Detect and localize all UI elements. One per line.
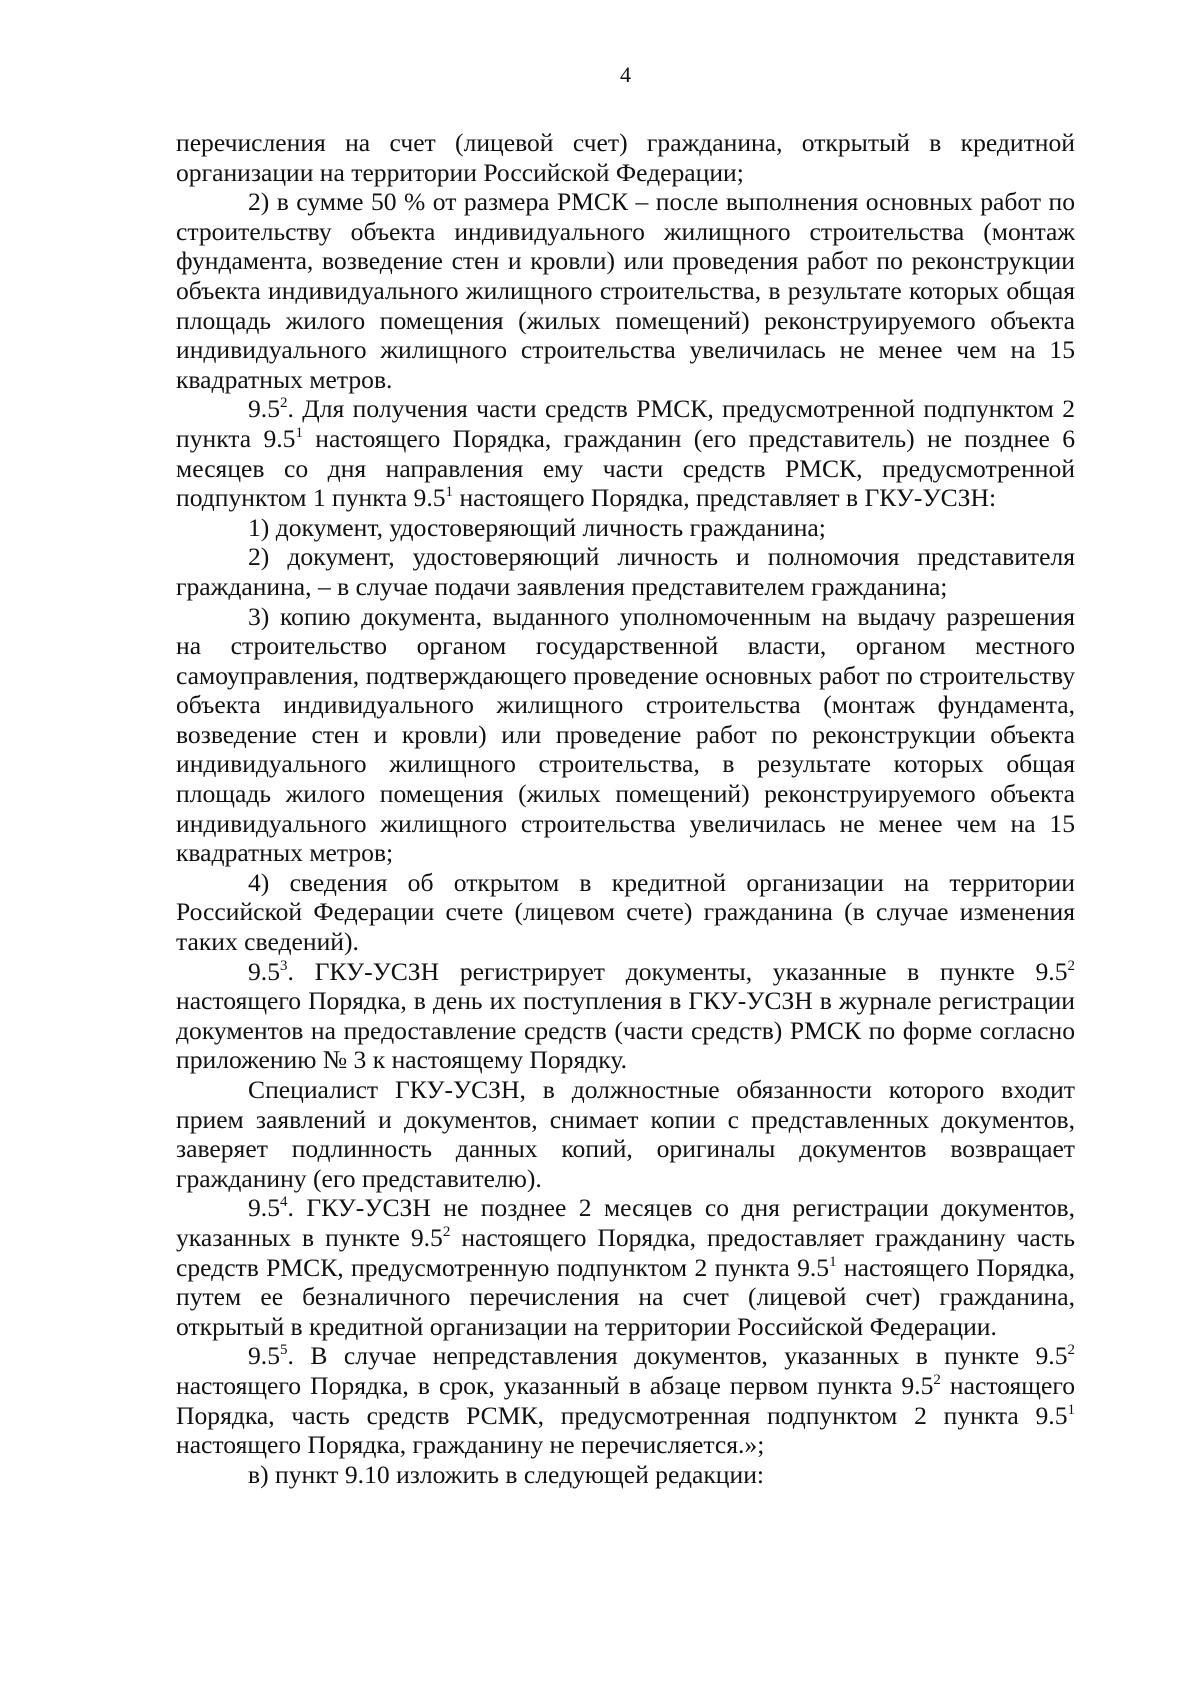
- superscript: 2: [1067, 1342, 1075, 1359]
- superscript: 2: [933, 1371, 941, 1388]
- paragraph: [176, 394, 1075, 512]
- superscript: 1: [445, 484, 454, 501]
- paragraph: [176, 542, 1075, 601]
- superscript: 1: [1067, 1401, 1075, 1418]
- paragraph-text: . ГКУ-УСЗН не позднее 2 месяцев со дня регистрации документов, указанных в пункте 9.5: [176, 1193, 1075, 1252]
- paragraph-text: 4) сведения об открытом в кредитной организации на территории Российской Федерации счете (лицевом счете) гражданина (в случае изменения таких сведений).: [176, 867, 1075, 957]
- paragraph: [176, 128, 1075, 187]
- superscript: 2: [442, 1223, 451, 1240]
- paragraph-text: 9.5: [248, 956, 280, 986]
- superscript: 2: [280, 395, 288, 412]
- paragraph: [176, 868, 1075, 957]
- paragraph-text: настоящего Порядка, гражданин (его представитель) не позднее 6 месяцев со дня направления ему части средств РМСК, предусмотренной подпунктом 1 пункта 9.5: [176, 423, 1075, 513]
- paragraph-text: настоящего Порядка, в день их поступления в ГКУ-УСЗН в журнале регистрации документов на предоставление средств (части средств) РМСК по форме согласно приложению № 3 к настоящему Порядку.: [176, 986, 1075, 1075]
- paragraph-text: 9.5: [248, 1341, 280, 1371]
- paragraph: [176, 187, 1075, 394]
- paragraph-text: . ГКУ-УСЗН регистрирует документы, указанные в пункте 9.5: [287, 956, 1068, 986]
- paragraph: [176, 1460, 1075, 1490]
- paragraph-text: перечисления на счет (лицевой счет) гражданина, открытый в кредитной организации на территории Российской Федерации;: [176, 128, 1075, 187]
- paragraph-text: настоящего Порядка, в срок, указанный в абзаце первом пункта 9.5: [176, 1370, 934, 1400]
- superscript: 4: [280, 1194, 288, 1211]
- paragraph: [176, 513, 1075, 543]
- paragraph: [176, 602, 1075, 868]
- paragraph: [176, 1075, 1075, 1193]
- paragraph-text: Специалист ГКУ-УСЗН, в должностные обязанности которого входит прием заявлений и документов, снимает копии с представленных документов, заверяет подлинность данных копий, оригиналы документов возвращает гражданину (его представителю).: [176, 1075, 1075, 1193]
- paragraph-text: настоящего Порядка, путем ее безналичного перечисления на счет (лицевой счет) гражданина, открытый в кредитной организации на территории Российской Федерации.: [176, 1252, 1076, 1341]
- paragraph-text: в) пункт 9.10 изложить в следующей редакции:: [248, 1459, 765, 1489]
- superscript: 2: [1067, 957, 1075, 974]
- superscript: 1: [829, 1253, 837, 1270]
- paragraph-text: настоящего Порядка, гражданину не перечисляется.»;: [176, 1430, 765, 1460]
- page-number: 4: [620, 62, 631, 87]
- paragraph-text: 9.5: [248, 394, 280, 424]
- superscript: 3: [280, 957, 288, 974]
- paragraph-text: настоящего Порядка, предоставляет гражданину часть средств РМСК, предусмотренную подпунктом 2 пункта 9.5: [176, 1222, 1075, 1282]
- paragraph: [176, 1193, 1075, 1341]
- paragraph-text: 3) копию документа, выданного уполномоченным на выдачу разрешения на строительство органом государственной власти, органом местного самоуправления, подтверждающего проведение основных работ по строительству объекта индивидуального жилищного строительства (монтаж фундамента, возведение стен и кровли) или проведение работ по реконструкции объекта индивидуального жилищного строительства, в результате которых общая площадь жилого помещения (жилых помещений) реконструируемого объекта индивидуального жилищного строительства увеличилась не менее чем на 15 квадратных метров;: [176, 601, 1075, 868]
- paragraph-text: . Для получения части средств РМСК, предусмотренной подпунктом 2 пункта 9.5: [176, 394, 1075, 453]
- paragraph-text: 2) в сумме 50 % от размера РМСК – после выполнения основных работ по строительству объекта индивидуального жилищного строительства (монтаж фундамента, возведение стен и кровли) или проведения работ по реконструкции объекта индивидуального жилищного строительства, в результате которых общая площадь жилого помещения (жилых помещений) реконструируемого объекта индивидуального жилищного строительства увеличилась не менее чем на 15 квадратных метров.: [176, 187, 1075, 394]
- paragraph-text: настоящего Порядка, представляет в ГКУ-УСЗН:: [453, 483, 997, 513]
- paragraph: [176, 957, 1075, 1075]
- document-body: [176, 128, 1075, 1489]
- paragraph-text: настоящего Порядка, часть средств РСМК, предусмотренная подпунктом 2 пункта 9.5: [176, 1370, 1076, 1430]
- paragraph-text: 1) документ, удостоверяющий личность гражданина;: [248, 512, 826, 542]
- superscript: 5: [280, 1342, 288, 1359]
- paragraph-text: . В случае непредставления документов, указанных в пункте 9.5: [287, 1341, 1068, 1371]
- paragraph-text: 9.5: [248, 1193, 280, 1223]
- superscript: 1: [295, 424, 303, 441]
- paragraph: [176, 1341, 1075, 1459]
- paragraph-text: 2) документ, удостоверяющий личность и полномочия представителя гражданина, – в случае подачи заявления представителем гражданина;: [176, 542, 1075, 601]
